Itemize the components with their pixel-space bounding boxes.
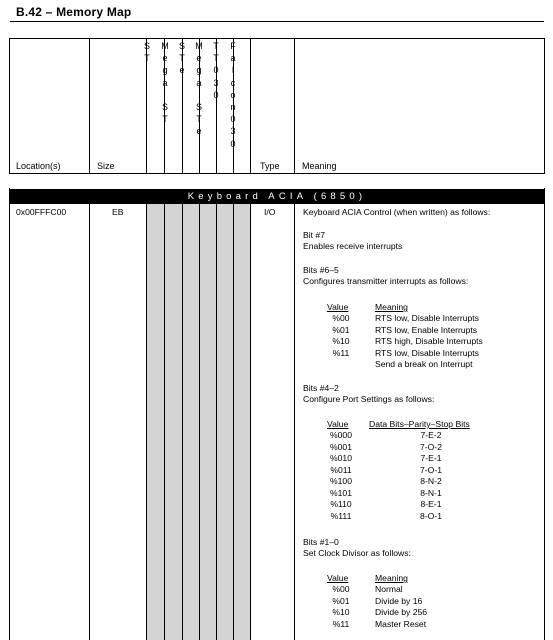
bit7-title: Bit #7 bbox=[303, 230, 325, 240]
t1-header-meaning: Meaning bbox=[375, 302, 408, 312]
entry-size: EB bbox=[112, 207, 124, 217]
bit7-desc: Enables receive interrupts bbox=[303, 241, 403, 251]
divider bbox=[250, 39, 251, 173]
table-cell-value: %00 bbox=[332, 584, 350, 594]
machine-cell-ste bbox=[183, 204, 199, 640]
t2-header-value: Value bbox=[327, 419, 349, 429]
machine-header-letter: e bbox=[196, 126, 202, 137]
table-cell-value: %10 bbox=[332, 607, 350, 617]
entry-intro: Keyboard ACIA Control (when written) as follows: bbox=[303, 207, 491, 217]
machine-header-letter: S bbox=[161, 102, 168, 112]
table-cell-value: %110 bbox=[330, 499, 352, 509]
machine-header-letter: 0 bbox=[230, 138, 236, 149]
table-cell-meaning: 8-O-1 bbox=[420, 510, 442, 521]
table-cell-meaning: 8-E-1 bbox=[420, 499, 442, 509]
machine-header-letter: S bbox=[143, 41, 150, 51]
machine-header-letter: 3 bbox=[213, 77, 219, 88]
table-cell-meaning: 7-O-1 bbox=[420, 464, 442, 475]
divider bbox=[250, 204, 251, 640]
page-title: B.42 – Memory Map bbox=[16, 5, 132, 19]
machine-cell-megaste bbox=[200, 204, 216, 640]
table-cell-meaning: 8-N-1 bbox=[420, 487, 442, 498]
machine-header-letter: 3 bbox=[230, 126, 236, 137]
machine-header-letter: T bbox=[179, 53, 185, 64]
divider bbox=[182, 204, 183, 640]
title-rule bbox=[10, 21, 544, 22]
machine-header-letter: l bbox=[232, 65, 234, 76]
table-cell-meaning: 7-E-1 bbox=[420, 453, 442, 463]
table-cell-value: %11 bbox=[332, 347, 350, 358]
table-cell-meaning: 7-E-2 bbox=[420, 430, 442, 440]
table-cell-value: %000 bbox=[330, 430, 352, 440]
machine-header-letter: n bbox=[230, 102, 236, 112]
table-cell-value: %111 bbox=[330, 510, 352, 521]
table-cell-meaning: RTS low, Disable Interrupts bbox=[375, 313, 479, 323]
machine-header-letter: 0 bbox=[213, 65, 219, 76]
divider bbox=[89, 39, 90, 173]
machine-header-letter: T bbox=[144, 53, 150, 64]
machine-header-letter: a bbox=[162, 77, 168, 88]
divider bbox=[233, 204, 234, 640]
entry-location: 0x00FFFC00 bbox=[16, 207, 67, 217]
table-cell-meaning: Divide by 256 bbox=[375, 607, 428, 617]
table-cell-value: %001 bbox=[330, 441, 352, 452]
divider bbox=[294, 39, 295, 173]
machine-header-letter: M bbox=[195, 41, 203, 51]
table-cell-meaning: Divide by 16 bbox=[375, 595, 423, 606]
divider bbox=[294, 204, 295, 640]
table-cell-value: %100 bbox=[330, 476, 352, 486]
table-cell-value: %010 bbox=[330, 453, 352, 463]
table-cell-meaning: Send a break on Interrupt bbox=[375, 359, 473, 369]
machine-header-letter: 0 bbox=[213, 89, 219, 100]
machine-header-letter: M bbox=[161, 41, 169, 51]
header-meaning: Meaning bbox=[302, 161, 337, 171]
machine-cell-st bbox=[147, 204, 164, 640]
machine-header-letter: e bbox=[162, 53, 168, 64]
table-cell-value: %01 bbox=[332, 595, 350, 606]
table-cell-value: %01 bbox=[332, 324, 350, 335]
machine-header-letter: a bbox=[196, 77, 202, 88]
table-cell-value: %101 bbox=[330, 487, 352, 498]
machine-header-letter: c bbox=[230, 77, 236, 88]
machine-header-letter: e bbox=[179, 65, 185, 76]
header-size: Size bbox=[97, 161, 115, 171]
machine-header-letter: S bbox=[178, 41, 185, 51]
machine-cell-falcon030 bbox=[234, 204, 250, 640]
bits65-desc: Configures transmitter interrupts as follows: bbox=[303, 276, 469, 286]
machine-header-letter: a bbox=[230, 53, 236, 64]
section-frame bbox=[9, 188, 545, 640]
bits10-title: Bits #1–0 bbox=[303, 537, 339, 547]
table-cell-meaning: RTS low, Enable Interrupts bbox=[375, 324, 478, 335]
machine-header-letter: o bbox=[230, 89, 236, 100]
table-cell-meaning: RTS low, Disable Interrupts bbox=[375, 347, 479, 358]
column-header-table bbox=[9, 38, 545, 174]
bits42-title: Bits #4–2 bbox=[303, 383, 339, 393]
table-cell-meaning: 7-O-2 bbox=[420, 441, 442, 452]
header-location: Location(s) bbox=[16, 161, 61, 171]
bits42-desc: Configure Port Settings as follows: bbox=[303, 394, 435, 404]
t3-header-meaning: Meaning bbox=[375, 573, 408, 583]
machine-header-letter: T bbox=[213, 53, 219, 64]
divider bbox=[199, 204, 200, 640]
divider bbox=[89, 204, 90, 640]
t1-header-value: Value bbox=[327, 302, 349, 312]
table-cell-meaning: Normal bbox=[375, 584, 403, 594]
machine-header-letter: T bbox=[196, 114, 202, 125]
table-cell-value: %10 bbox=[332, 336, 350, 346]
machine-header-letter: e bbox=[196, 53, 202, 64]
machine-header-letter: T bbox=[213, 41, 219, 51]
table-cell-value: %00 bbox=[332, 313, 350, 323]
machine-header-letter: F bbox=[230, 41, 236, 51]
bits10-desc: Set Clock Divisor as follows: bbox=[303, 548, 411, 558]
section-title-bar: Keyboard ACIA (6850) bbox=[9, 189, 545, 204]
machine-header-letter: 0 bbox=[230, 114, 236, 125]
t3-header-value: Value bbox=[327, 573, 349, 583]
table-cell-meaning: Master Reset bbox=[375, 618, 427, 629]
header-type: Type bbox=[260, 161, 280, 171]
t2-header-meaning: Data Bits–Parity–Stop Bits bbox=[369, 419, 470, 429]
divider bbox=[146, 204, 147, 640]
table-cell-value: %11 bbox=[332, 618, 350, 629]
bits65-title: Bits #6–5 bbox=[303, 265, 339, 275]
entry-type: I/O bbox=[264, 207, 276, 217]
table-cell-meaning: RTS high, Disable Interrupts bbox=[375, 336, 483, 346]
table-cell-value: %011 bbox=[330, 464, 352, 475]
divider bbox=[216, 204, 217, 640]
machine-header-letter: g bbox=[162, 65, 168, 76]
machine-header-letter: S bbox=[195, 102, 202, 112]
machine-header-letter: T bbox=[162, 114, 168, 125]
machine-cell-megast bbox=[165, 204, 182, 640]
divider bbox=[164, 204, 165, 640]
machine-cell-tt030 bbox=[217, 204, 233, 640]
table-cell-meaning: 8-N-2 bbox=[420, 476, 442, 486]
machine-header-letter: g bbox=[196, 65, 202, 76]
